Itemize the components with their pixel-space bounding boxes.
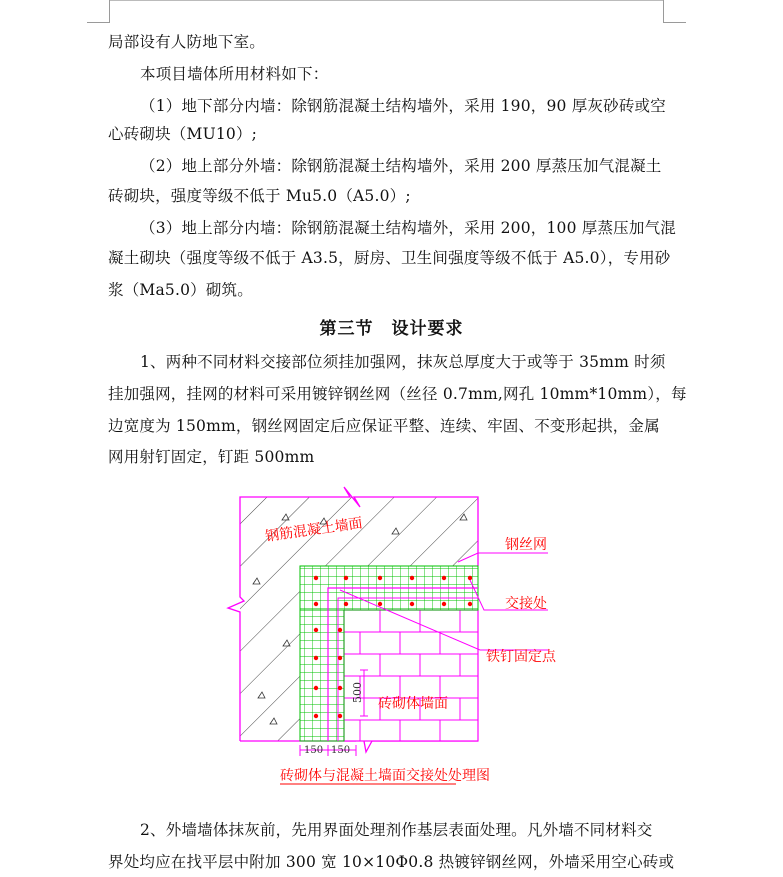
lines-line: （1）地下部分内墙：除钢筋混凝土结构墙外，采用 190，90 厚灰砂砖或空 xyxy=(140,97,666,115)
lines-line: （2）地上部分外墙：除钢筋混凝土结构墙外，采用 200 厚蒸压加气混凝土 xyxy=(140,157,662,175)
lines-line: 心砖砌块（MU10）; xyxy=(108,125,258,143)
para2-line: 2、外墙墙体抹灰前，先用界面处理剂作基层表面处理。凡外墙不同材料交 xyxy=(140,821,653,839)
dimension-150-left: 150 xyxy=(304,745,324,756)
para1-line: 网用射钉固定，钉距 500mm xyxy=(108,448,315,466)
section-title: 设计要求 xyxy=(391,319,464,339)
section-number: 第三节 xyxy=(319,319,374,339)
para1-line: 1、两种不同材料交接部位须挂加强网，抹灰总厚度大于或等于 35mm 时须 xyxy=(140,353,666,371)
junction-label: 交接处 xyxy=(505,596,547,612)
figure-caption: 砖砌体与混凝土墙面交接处处理图 xyxy=(280,768,490,784)
dimension-500: 500 xyxy=(351,682,364,703)
dimension-150-right: 150 xyxy=(331,745,351,756)
lines-line: 局部设有人防地下室。 xyxy=(108,33,266,51)
brick-wall-label: 砖砌体墙面 xyxy=(378,696,448,712)
nail-label: 铁钉固定点 xyxy=(486,649,556,665)
lines-line: 凝土砌块（强度等级不低于 A3.5，厨房、卫生间强度等级不低于 A5.0），专用砂 xyxy=(108,249,671,267)
lines-line: 浆（Ma5.0）砌筑。 xyxy=(108,281,253,299)
mesh-label: 钢丝网 xyxy=(505,537,547,553)
concrete-wall-label: 钢筋混凝土墙面 xyxy=(264,515,364,545)
para2-line: 界处均应在找平层中附加 300 宽 10×10Φ0.8 热镀锌钢丝网，外墙采用空心砖或 xyxy=(108,853,675,871)
lines-line: 本项目墙体所用材料如下： xyxy=(140,65,329,83)
lines-line: （3）地上部分内墙：除钢筋混凝土结构墙外，采用 200，100 厚蒸压加气混 xyxy=(140,219,676,237)
para1-line: 边宽度为 150mm，钢丝网固定后应保证平整、连续、牢固、不变形起拱，金属 xyxy=(108,417,660,435)
para1-line: 挂加强网，挂网的材料可采用镀锌钢丝网（丝径 0.7mm,网孔 10mm*10mm），每 xyxy=(108,385,687,403)
lines-line: 砖砌块，强度等级不低于 Mu5.0（A5.0）; xyxy=(108,187,411,205)
